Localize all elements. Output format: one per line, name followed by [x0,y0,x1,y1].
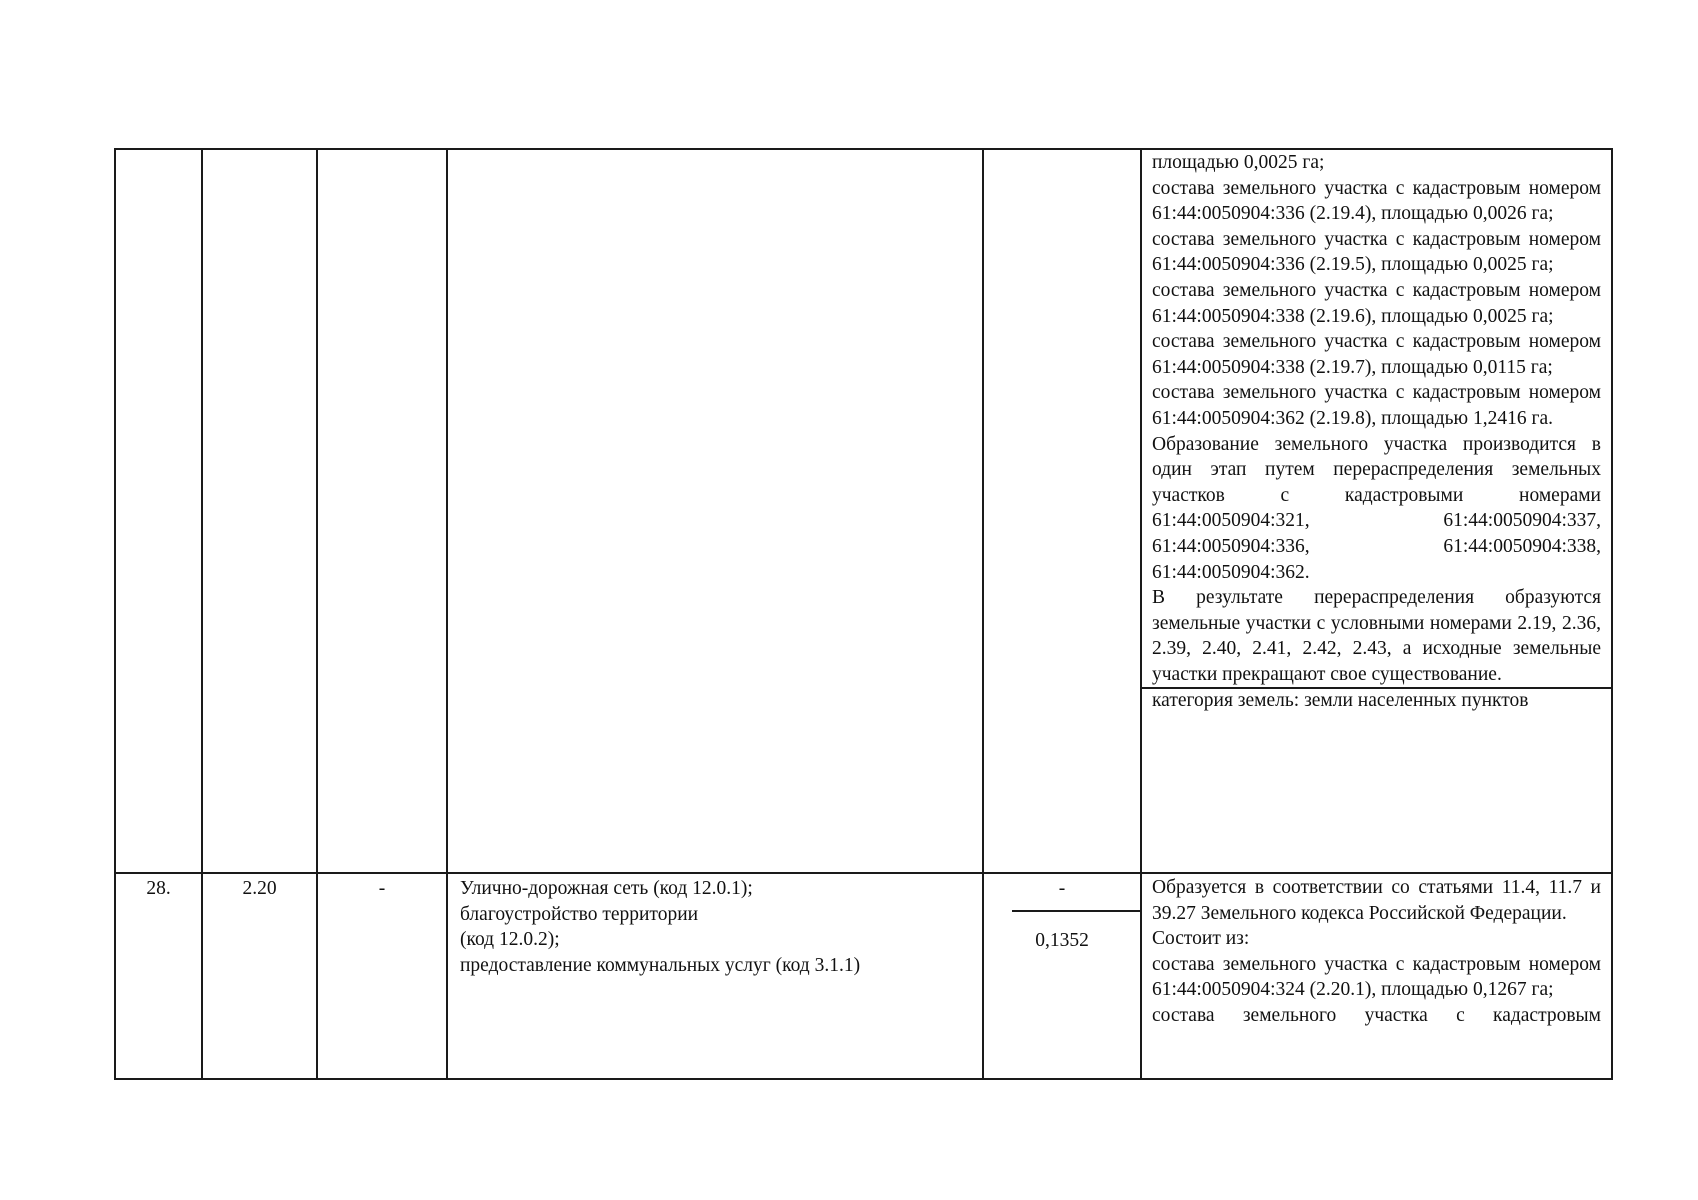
row-number: 28. [115,873,202,1079]
area-cell [983,873,1141,1079]
cell-description [1141,149,1612,873]
use-line: предоставление коммунальных услуг (код 3.1.1) [460,954,861,976]
cell-dash-empty [317,149,447,873]
description-line: состава земельного участка с кадастровым номером 61:44:0050904:336 (2.19.4), площадью 0,0026 га; [1152,177,1601,225]
cell-number-empty [115,149,202,873]
cell-area-empty [983,149,1141,873]
dash-cell: - [317,873,447,1079]
land-category: категория земель: земли населенных пунктов [1142,687,1611,713]
use-line: благоустройство территории [460,903,699,925]
description-line: состава земельного участка с кадастровым номером 61:44:0050904:362 (2.19.8), площадью 1,2416 га. [1152,382,1601,429]
permitted-use [447,873,983,1079]
cell-use-empty [447,149,983,873]
description-line: В результате перераспределения образуются земельные участки с условными номерами 2.19, 2.36, 2.39, 2.40, 2.41, 2.42, 2.43, а исходные земельные участки прекращают свое существование. [1152,587,1601,685]
description-line: состава земельного участка с кадастровым номером 61:44:0050904:324 (2.20.1), площадью 0,1267 га; [1152,953,1601,1001]
description-line: Состоит из: [1152,928,1250,950]
use-line: (код 12.0.2); [460,929,560,951]
cell-plot-id-empty [202,149,317,873]
area-value: 0,1352 [1035,930,1089,951]
description-line: состава земельного участка с кадастровым номером 61:44:0050904:338 (2.19.7), площадью 0,0115 га; [1152,331,1601,378]
land-plots-table [114,148,1613,1080]
description-block [1142,150,1611,687]
area-top-value: - [1058,878,1066,899]
description-line: Образование земельного участка производится в один этап путем перераспределения земельных участков с кадастровыми номерами 61:44:0050904:321, 61:44:0050904:337, 61:44:0050904:336, 61:44:0050904:338, 61:44:0050904:362. [1152,433,1601,583]
description-line: Образуется в соответствии со статьями 11.4, 11.7 и 39.27 Земельного кодекса Российской Федерации. [1152,877,1601,924]
plot-id: 2.20 [202,873,317,1079]
description-line: состава земельного участка с кадастровым номером 61:44:0050904:336 (2.19.5), площадью 0,0025 га; [1152,228,1601,276]
description-block [1142,874,1611,1029]
table-row-28 [115,873,1612,1079]
table-row-continuation [115,149,1612,873]
use-line: Улично-дорожная сеть (код 12.0.1); [460,878,753,899]
description-line: состава земельного участка с кадастровым номером 61:44:0050904:338 (2.19.6), площадью 0,0025 га; [1152,279,1601,327]
description-line: состава земельного участка с кадастровым [1152,1004,1601,1026]
description-line: площадью 0,0025 га; [1152,152,1325,173]
cell-description [1141,873,1612,1079]
